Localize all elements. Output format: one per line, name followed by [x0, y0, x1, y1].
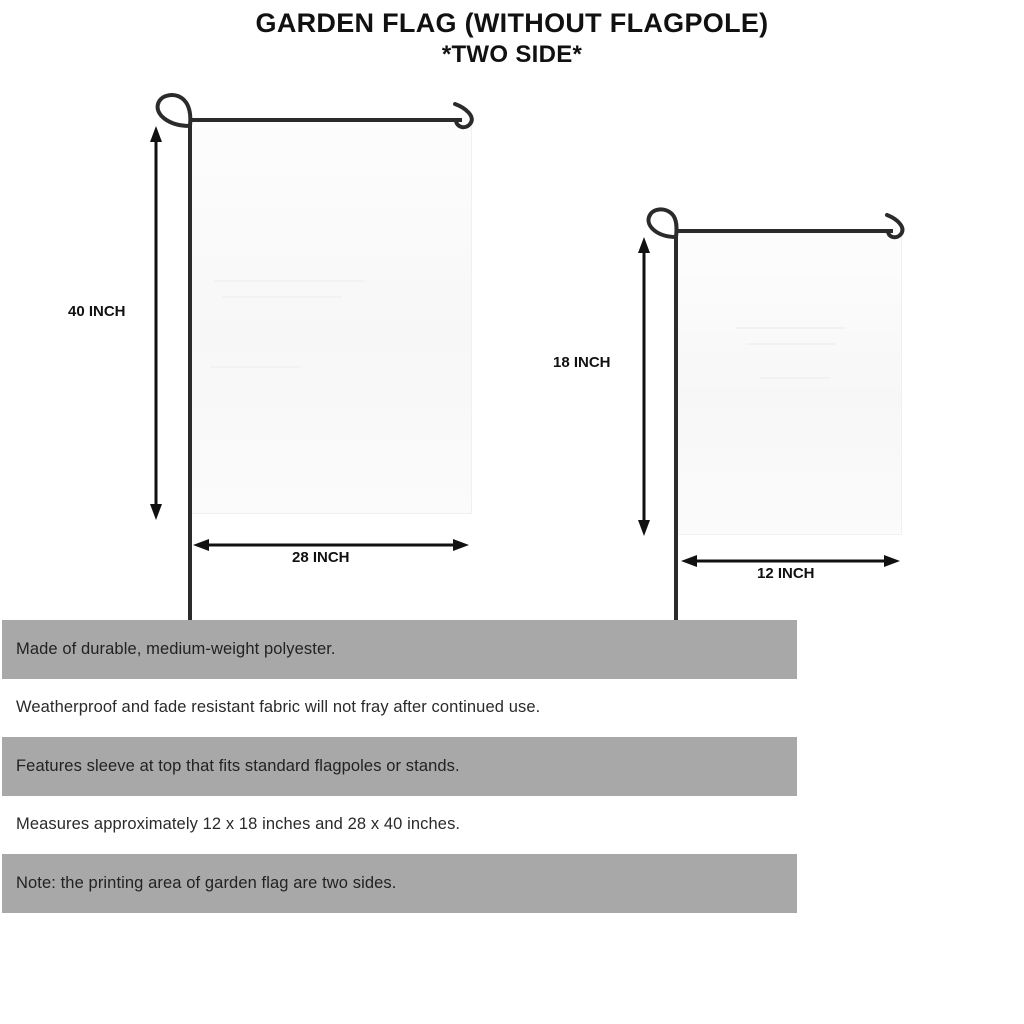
feature-row — [2, 620, 797, 679]
feature-text: Weatherproof and fade resistant fabric will not fray after continued use. — [16, 698, 541, 717]
feature-text: Made of durable, medium-weight polyester. — [16, 639, 336, 658]
feature-text: Measures approximately 12 x 18 inches and 28 x 40 inches. — [16, 815, 461, 834]
large-height-dimension — [150, 126, 162, 520]
feature-row — [2, 737, 797, 796]
feature-row — [2, 854, 797, 913]
title-secondary: *TWO SIDE* — [441, 41, 583, 68]
feature-row — [2, 796, 797, 855]
large-height-label: 40 INCH — [68, 303, 126, 320]
small-height-label: 18 INCH — [553, 354, 611, 371]
feature-text: Features sleeve at top that fits standard flagpoles or stands. — [16, 756, 460, 775]
title-primary: GARDEN FLAG (WITHOUT FLAGPOLE) — [255, 8, 769, 38]
small-width-label: 12 INCH — [757, 565, 815, 582]
feature-text: Note: the printing area of garden flag are two sides. — [16, 873, 397, 892]
large-width-label: 28 INCH — [292, 549, 350, 566]
feature-row — [2, 679, 797, 738]
small-height-dimension — [638, 237, 650, 536]
features-table — [2, 620, 797, 913]
